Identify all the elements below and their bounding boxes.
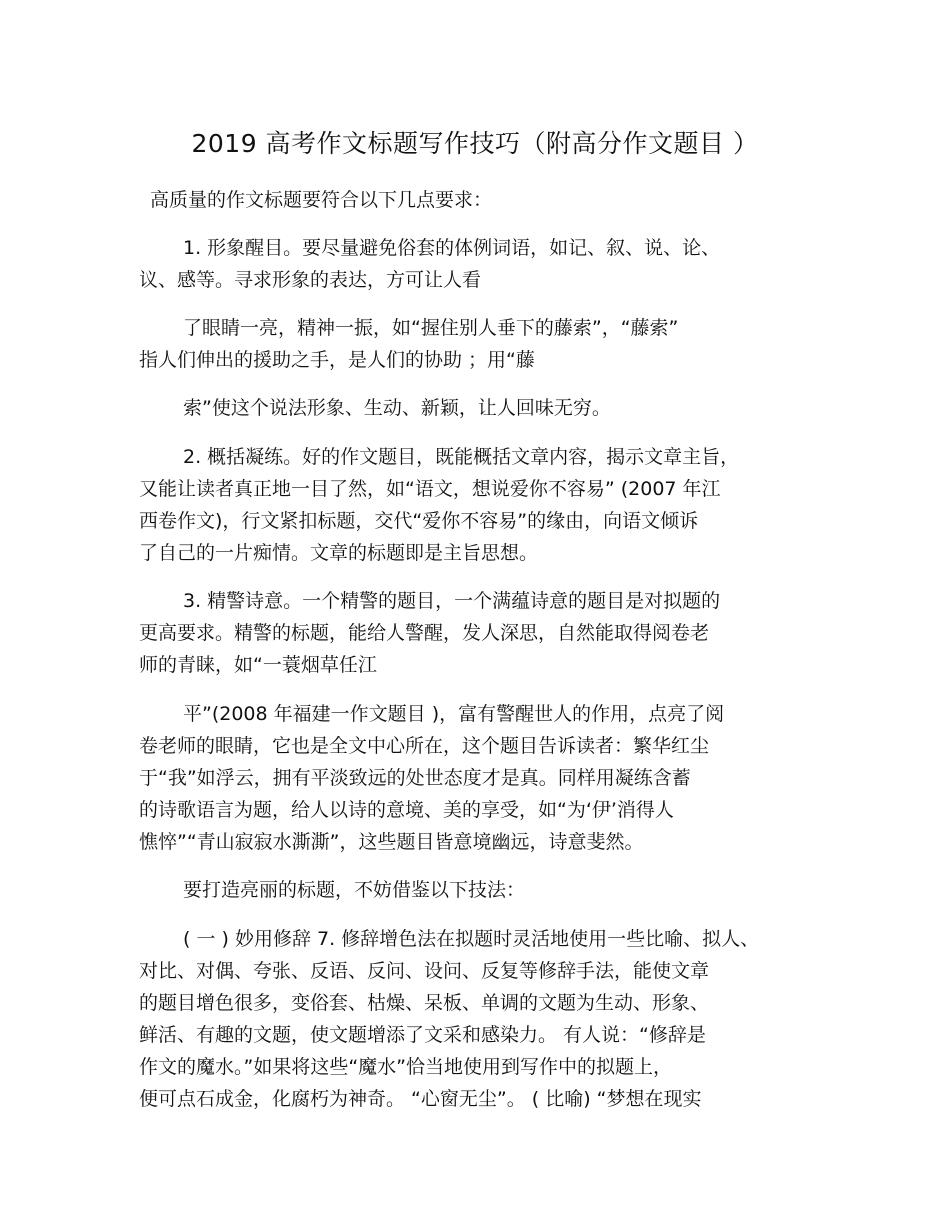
p6-line-3: 于“我”如浮云，拥有平淡致远的处世态度才是真。同样用凝练含蓄	[139, 767, 691, 789]
p1-line-1: 1. 形象醒目。要尽量避免俗套的体例词语，如记、叙、说、论、	[183, 237, 721, 259]
p6-line-1: 平”(2008 年福建一作文题目 )，富有警醒世人的作用，点亮了阅	[183, 703, 725, 725]
p4-line-2: 又能让读者真正地一目了然，如“语文，想说爱你不容易” (2007 年江	[139, 478, 721, 500]
p6-line-4: 的诗歌语言为题，给人以诗的意境、美的享受，如“为‘伊’消得人	[139, 799, 674, 821]
p8-line-3: 的题目增色很多，变俗套、枯燥、呆板、单调的文题为生动、形象、	[139, 992, 710, 1014]
p8-line-2: 对比、对偶、夸张、反语、反问、设问、反复等修辞手法，能使文章	[139, 960, 710, 982]
p4-line-4: 了自己的一片痴情。文章的标题即是主旨思想。	[139, 542, 539, 564]
p8-line-6: 便可点石成金，化腐朽为神奇。 “心窗无尘”。 ( 比喻) “梦想在现实	[139, 1088, 702, 1110]
p5-line-2: 更高要求。精警的标题，能给人警醒，发人深思，自然能取得阅卷老	[139, 622, 710, 644]
p5-line-1: 3. 精警诗意。一个精警的题目，一个满蕴诗意的题目是对拟题的	[183, 590, 721, 612]
p4-line-3: 西卷作文)，行文紧扣标题，交代“爱你不容易”的缘由，向语文倾诉	[139, 510, 699, 532]
p8-line-1: ( 一 ) 妙用修辞 7. 修辞增色法在拟题时灵活地使用一些比喻、拟人、	[183, 928, 760, 950]
p7-line-1: 要打造亮丽的标题，不妨借鉴以下技法：	[183, 879, 526, 901]
p2-line-2: 指人们伸出的援助之手，是人们的协助 ；用“藤	[139, 349, 535, 371]
p6-line-5: 憔悴”“青山寂寂水澌澌”，这些题目皆意境幽远，诗意斐然。	[139, 831, 644, 853]
p4-line-1: 2. 概括凝练。好的作文题目，既能概括文章内容，揭示文章主旨，	[183, 446, 740, 468]
p3-line-1: 索”使这个说法形象、生动、新颖，让人回味无穷。	[183, 397, 611, 419]
p2-line-1: 了眼睛一亮，精神一振，如“握住别人垂下的藤索”，“藤索”	[183, 317, 679, 339]
p6-line-2: 卷老师的眼睛，它也是全文中心所在，这个题目告诉读者：繁华红尘	[139, 735, 710, 757]
intro-line: 高质量的作文标题要符合以下几点要求：	[150, 189, 493, 211]
p8-line-5: 作文的魔水。”如果将这些“魔水”恰当地使用到写作中的拟题上，	[139, 1056, 673, 1078]
p5-line-3: 师的青睐，如“一蓑烟草任江	[139, 654, 377, 676]
p1-line-2: 议、感等。寻求形象的表达，方可让人看	[139, 269, 482, 291]
document-title: 2019 高考作文标题写作技巧（附高分作文题目 ）	[191, 129, 759, 158]
p8-line-4: 鲜活、有趣的文题，使文题增添了文采和感染力。 有人说：“修辞是	[139, 1024, 706, 1046]
